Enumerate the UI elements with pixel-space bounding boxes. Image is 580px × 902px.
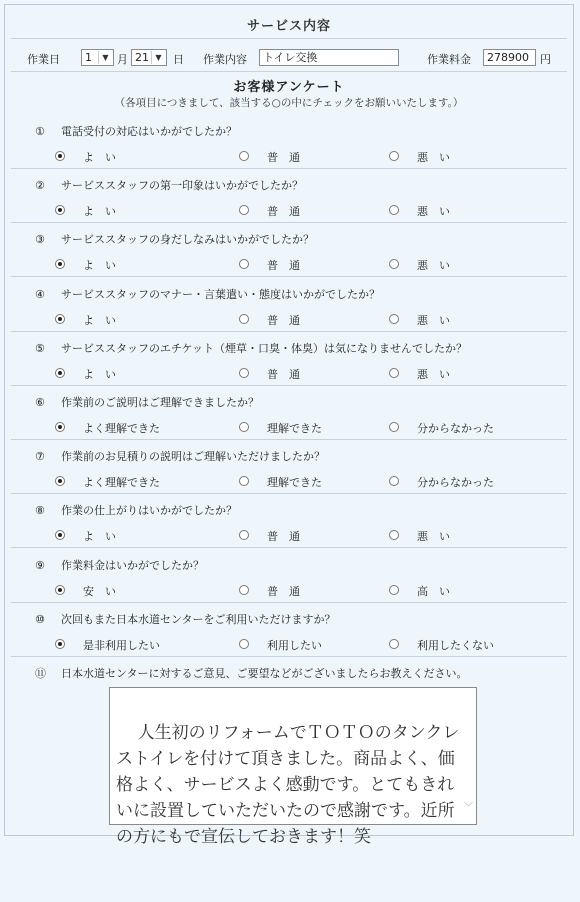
divider [11, 222, 567, 223]
option-label: 理解できた [267, 422, 322, 435]
day-select[interactable] [131, 49, 167, 66]
question-number: ⑩ [35, 613, 45, 626]
radio-q3-opt1[interactable] [55, 259, 65, 269]
question-number: ① [35, 125, 45, 138]
radio-q10-opt3[interactable] [389, 639, 399, 649]
option-label: よく理解できた [83, 422, 160, 435]
radio-q7-opt3[interactable] [389, 476, 399, 486]
divider [11, 385, 567, 386]
option-label: 分からなかった [417, 422, 494, 435]
question-7 [35, 448, 325, 464]
radio-q8-opt2[interactable] [239, 530, 249, 540]
fee-unit: 円 [540, 53, 551, 66]
day-unit: 日 [173, 53, 184, 66]
divider [11, 493, 567, 494]
question-11 [35, 665, 468, 681]
radio-q2-opt2[interactable] [239, 205, 249, 215]
option-label: 悪 い [417, 151, 450, 164]
date-label: 作業日 [27, 53, 60, 66]
service-form [4, 4, 574, 847]
option-label: 利用したくない [417, 639, 494, 652]
radio-q6-opt3[interactable] [389, 422, 399, 432]
question-number: ⑪ [35, 667, 46, 680]
question-number: ⑧ [35, 504, 45, 517]
question-number: ⑤ [35, 342, 45, 355]
option-label: よ い [83, 259, 116, 272]
radio-q3-opt3[interactable] [389, 259, 399, 269]
divider [11, 331, 567, 332]
divider [11, 71, 567, 72]
option-label: 普 通 [267, 205, 300, 218]
question-text: 作業前のご説明はご理解できましたか？ [61, 396, 259, 409]
work-content-input[interactable]: トイレ交換 [259, 49, 399, 66]
question-text: 作業の仕上がりはいかがでしたか？ [61, 504, 237, 517]
option-label: よ い [83, 314, 116, 327]
radio-q1-opt1[interactable] [55, 151, 65, 161]
question-text: サービススタッフの身だしなみはいかがでしたか？ [61, 233, 314, 246]
question-number: ③ [35, 233, 45, 246]
chevron-down-icon: ▼ [151, 51, 165, 64]
question-text: 電話受付の対応はいかがでしたか？ [61, 125, 237, 138]
option-label: よ い [83, 205, 116, 218]
radio-q7-opt2[interactable] [239, 476, 249, 486]
question-number: ② [35, 179, 45, 192]
divider [11, 38, 567, 39]
question-4 [35, 286, 380, 302]
divider [11, 439, 567, 440]
option-label: 普 通 [267, 151, 300, 164]
question-9 [35, 557, 204, 573]
question-10 [35, 611, 336, 627]
radio-q9-opt1[interactable] [55, 585, 65, 595]
question-text: 作業料金はいかがでしたか？ [61, 559, 204, 572]
question-1 [35, 123, 237, 139]
survey-title: お客様アンケート [233, 80, 345, 95]
radio-q6-opt2[interactable] [239, 422, 249, 432]
radio-q10-opt2[interactable] [239, 639, 249, 649]
radio-q4-opt2[interactable] [239, 314, 249, 324]
day-value: 21 [135, 51, 149, 64]
option-label: 安 い [83, 585, 116, 598]
radio-q1-opt3[interactable] [389, 151, 399, 161]
radio-q5-opt3[interactable] [389, 368, 399, 378]
option-label: 利用したい [267, 639, 322, 652]
question-text: サービススタッフのエチケット（煙草・口臭・体臭）は気になりませんでしたか？ [61, 342, 468, 355]
option-label: 普 通 [267, 368, 300, 381]
option-label: 普 通 [267, 530, 300, 543]
question-2 [35, 177, 303, 193]
radio-q2-opt3[interactable] [389, 205, 399, 215]
option-label: よ い [83, 368, 116, 381]
option-label: よ い [83, 151, 116, 164]
divider [11, 276, 567, 277]
radio-q4-opt1[interactable] [55, 314, 65, 324]
radio-q9-opt2[interactable] [239, 585, 249, 595]
divider [11, 168, 567, 169]
radio-q7-opt1[interactable] [55, 476, 65, 486]
question-6 [35, 394, 259, 410]
radio-q5-opt2[interactable] [239, 368, 249, 378]
radio-q8-opt3[interactable] [389, 530, 399, 540]
content-label: 作業内容 [203, 53, 247, 66]
radio-q1-opt2[interactable] [239, 151, 249, 161]
option-label: 高 い [417, 585, 450, 598]
radio-q8-opt1[interactable] [55, 530, 65, 540]
question-number: ⑦ [35, 450, 45, 463]
divider [11, 602, 567, 603]
question-number: ⑨ [35, 559, 45, 572]
radio-q5-opt1[interactable] [55, 368, 65, 378]
option-label: 悪 い [417, 259, 450, 272]
chevron-down-icon: ▼ [98, 51, 112, 64]
section-title: サービス内容 [246, 19, 331, 34]
radio-q2-opt1[interactable] [55, 205, 65, 215]
option-label: 理解できた [267, 476, 322, 489]
divider [11, 547, 567, 548]
option-label: 分からなかった [417, 476, 494, 489]
month-select[interactable] [81, 49, 114, 66]
fee-label: 作業料金 [427, 53, 471, 66]
work-info-row [27, 49, 567, 69]
question-text: 日本水道センターに対するご意見、ご要望などがございましたらお教えください。 [61, 667, 468, 680]
work-fee-input[interactable]: 278900 [483, 49, 536, 66]
option-label: よ い [83, 530, 116, 543]
option-label: よく理解できた [83, 476, 160, 489]
radio-q10-opt1[interactable] [55, 639, 65, 649]
question-text: サービススタッフの第一印象はいかがでしたか？ [61, 179, 303, 192]
option-label: 悪 い [417, 314, 450, 327]
question-8 [35, 502, 237, 518]
radio-q9-opt3[interactable] [389, 585, 399, 595]
radio-q3-opt2[interactable] [239, 259, 249, 269]
question-text: 作業前のお見積りの説明はご理解いただけましたか？ [61, 450, 325, 463]
month-unit: 月 [117, 53, 128, 66]
chevron-down-icon[interactable]: ﹀ [463, 803, 473, 813]
radio-q6-opt1[interactable] [55, 422, 65, 432]
option-label: 悪 い [417, 368, 450, 381]
divider [11, 656, 567, 657]
question-text: サービススタッフのマナー・言葉遣い・態度はいかがでしたか？ [61, 288, 380, 301]
feedback-text: 人生初のリフォームでＴＯＴＯのタンクレストイレを付けて頂きました。商品よく、価格よく、サービスよく感動です。とてもきれいに設置していただいたので感謝です。近所の方にもで宣伝しておきます！笑 [116, 723, 460, 847]
option-label: 普 通 [267, 585, 300, 598]
feedback-textarea[interactable] [109, 687, 477, 847]
question-text: 次回もまた日本水道センターをご利用いただけますか？ [61, 613, 336, 626]
question-3 [35, 231, 314, 247]
option-label: 悪 い [417, 530, 450, 543]
option-label: 普 通 [267, 259, 300, 272]
survey-note: （各項目につきまして、該当する○の中にチェックをお願いいたします。） [114, 97, 464, 109]
option-label: 是非利用したい [83, 639, 160, 652]
option-label: 普 通 [267, 314, 300, 327]
question-number: ④ [35, 288, 45, 301]
option-label: 悪 い [417, 205, 450, 218]
question-5 [35, 340, 467, 356]
month-value: 1 [85, 51, 92, 64]
question-number: ⑥ [35, 396, 45, 409]
radio-q4-opt3[interactable] [389, 314, 399, 324]
